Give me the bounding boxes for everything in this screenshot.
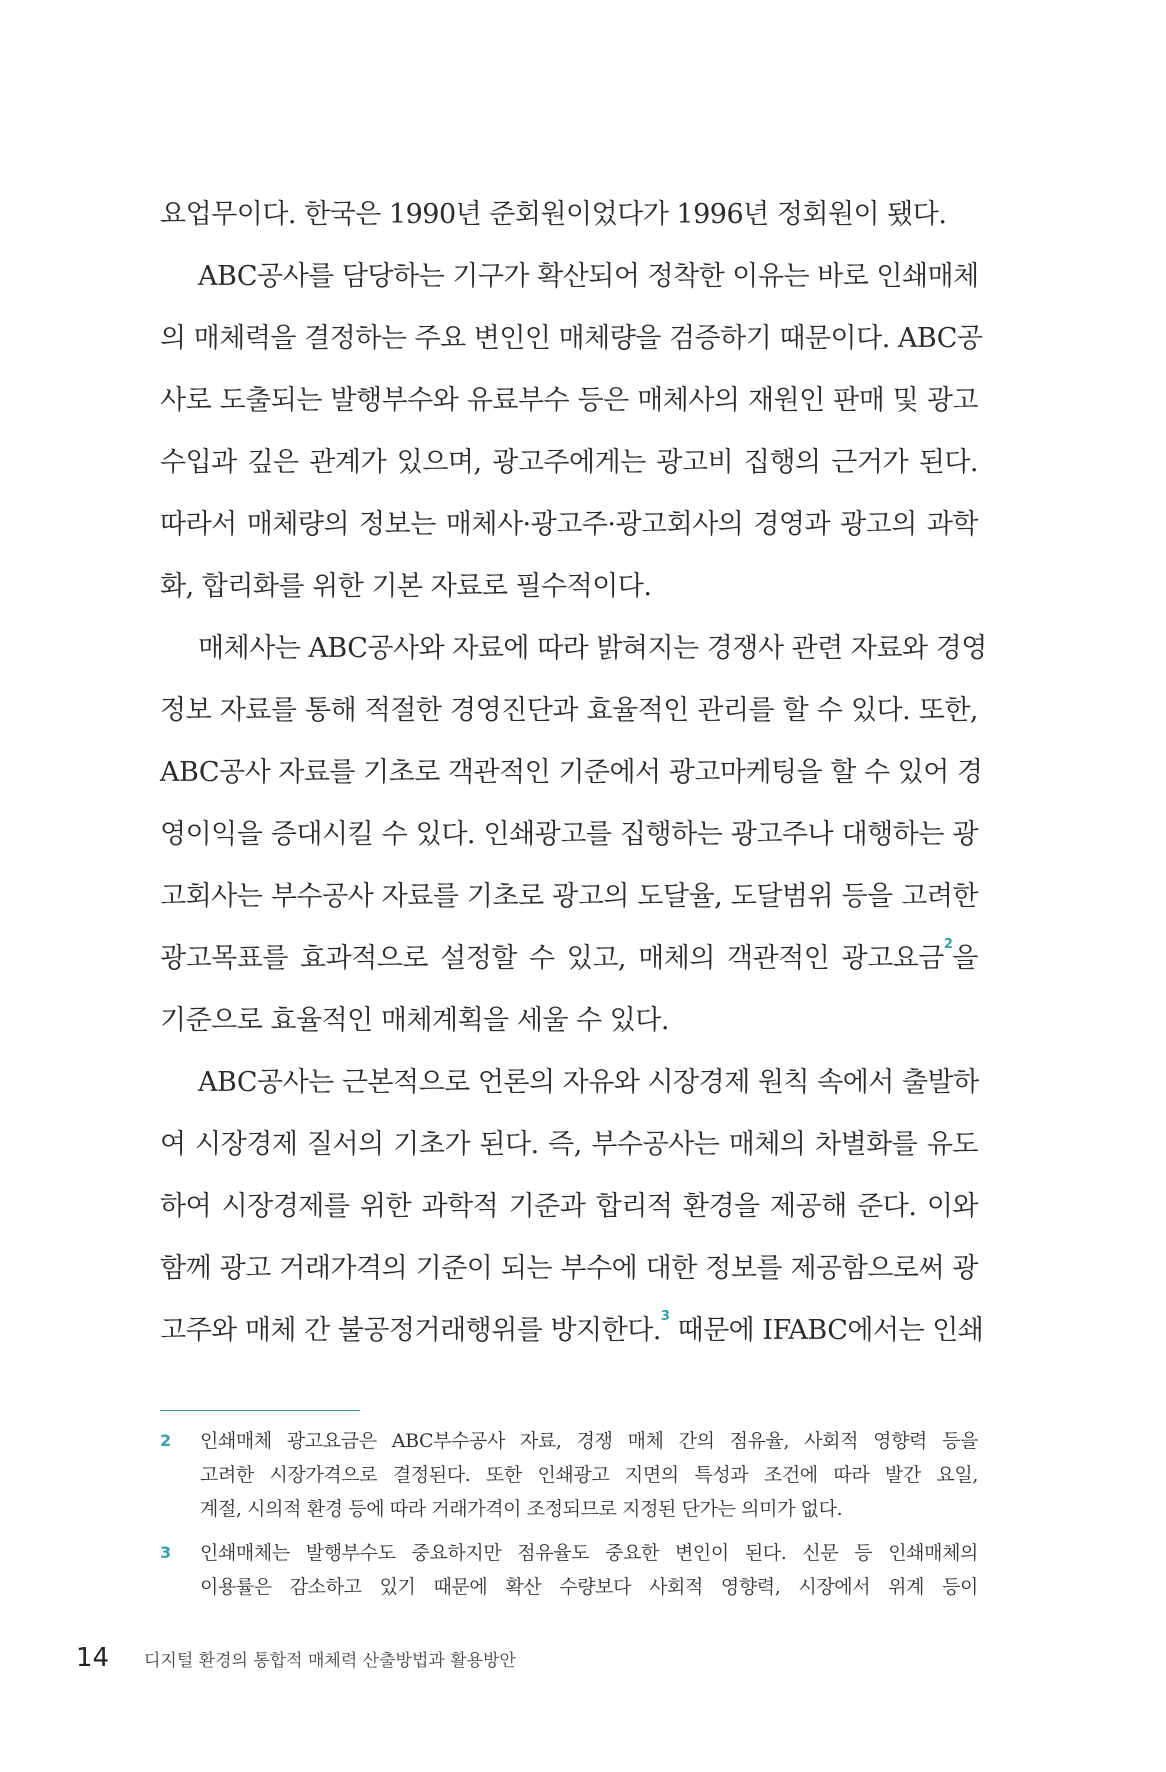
body-line: 매체사는 ABC공사와 자료에 따라 밝혀지는 경쟁사 관련 자료와 경영 xyxy=(198,633,987,664)
footnote-line: 인쇄매체 광고요금은 ABC부수공사 자료, 경쟁 매체 간의 점유율, 사회적 영향력 등을 xyxy=(200,1430,978,1452)
body-line-segment: 고주와 매체 간 불공정거래행위를 방지한다. xyxy=(160,1315,661,1346)
footnote-3 xyxy=(160,1536,978,1604)
body-line: 화, 합리화를 위한 기본 자료로 필수적이다. xyxy=(160,571,652,602)
body-line: 사로 도출되는 발행부수와 유료부수 등은 매체사의 재원인 판매 및 광고 xyxy=(160,385,978,416)
body-line-segment: 때문에 IFABC에서는 인쇄 xyxy=(669,1315,984,1346)
footnote-line: 계절, 시의적 환경 등에 따라 거래가격이 조정되므로 지정된 단가는 의미가 없다. xyxy=(200,1498,843,1520)
body-text xyxy=(160,184,987,1362)
running-title: 디지털 환경의 통합적 매체력 산출방법과 활용방안 xyxy=(144,1650,516,1671)
body-line: 함께 광고 거래가격의 기준이 되는 부수에 대한 정보를 제공함으로써 광 xyxy=(160,1253,978,1284)
body-line: ABC공사를 담당하는 기구가 확산되어 정착한 이유는 바로 인쇄매체 xyxy=(198,261,979,292)
body-line: 수입과 깊은 관계가 있으며, 광고주에게는 광고비 집행의 근거가 된다. xyxy=(160,447,978,478)
body-line: 고회사는 부수공사 자료를 기초로 광고의 도달율, 도달범위 등을 고려한 xyxy=(160,881,978,912)
body-line: ABC공사 자료를 기초로 객관적인 기준에서 광고마케팅을 할 수 있어 경 xyxy=(160,757,983,788)
footnote-number: 2 xyxy=(160,1431,172,1450)
body-line: 하여 시장경제를 위한 과학적 기준과 합리적 환경을 제공해 준다. 이와 xyxy=(160,1191,978,1222)
footnote-line: 인쇄매체는 발행부수도 중요하지만 점유율도 중요한 변인이 된다. 신문 등 인쇄매체의 xyxy=(200,1542,978,1564)
body-line: 정보 자료를 통해 적절한 경영진단과 효율적인 관리를 할 수 있다. 또한, xyxy=(160,695,978,726)
body-line-with-footnote xyxy=(160,928,978,990)
footnote-2 xyxy=(160,1424,978,1526)
body-line: 요업무이다. 한국은 1990년 준회원이었다가 1996년 정회원이 됐다. xyxy=(160,199,947,230)
body-line-segment: 을 xyxy=(952,943,978,974)
body-line: ABC공사는 근본적으로 언론의 자유와 시장경제 원칙 속에서 출발하 xyxy=(198,1067,979,1098)
footnotes xyxy=(160,1424,978,1614)
page-footer xyxy=(76,1638,516,1678)
body-line-segment: 광고목표를 효과적으로 설정할 수 있고, 매체의 객관적인 광고요금 xyxy=(160,943,944,974)
page-number: 14 xyxy=(76,1643,110,1673)
footnote-number: 3 xyxy=(160,1543,172,1562)
footnote-line: 고려한 시장가격으로 결정된다. 또한 인쇄광고 지면의 특성과 조건에 따라 발간 요일, xyxy=(200,1464,978,1486)
footnote-divider xyxy=(160,1410,360,1411)
footnote-reference-2[interactable]: 2 xyxy=(943,937,953,952)
body-line: 기준으로 효율적인 매체계획을 세울 수 있다. xyxy=(160,1005,669,1036)
body-line: 의 매체력을 결정하는 주요 변인인 매체량을 검증하기 때문이다. ABC공 xyxy=(160,323,983,354)
body-line: 영이익을 증대시킬 수 있다. 인쇄광고를 집행하는 광고주나 대행하는 광 xyxy=(160,819,978,850)
body-line: 따라서 매체량의 정보는 매체사·광고주·광고회사의 경영과 광고의 과학 xyxy=(160,509,978,540)
body-line: 여 시장경제 질서의 기초가 된다. 즉, 부수공사는 매체의 차별화를 유도 xyxy=(160,1129,978,1160)
footnote-line: 이용률은 감소하고 있기 때문에 확산 수량보다 사회적 영향력, 시장에서 위계 등이 xyxy=(200,1576,978,1598)
body-line-with-footnote xyxy=(160,1300,984,1362)
footnote-reference-3[interactable]: 3 xyxy=(660,1309,670,1324)
